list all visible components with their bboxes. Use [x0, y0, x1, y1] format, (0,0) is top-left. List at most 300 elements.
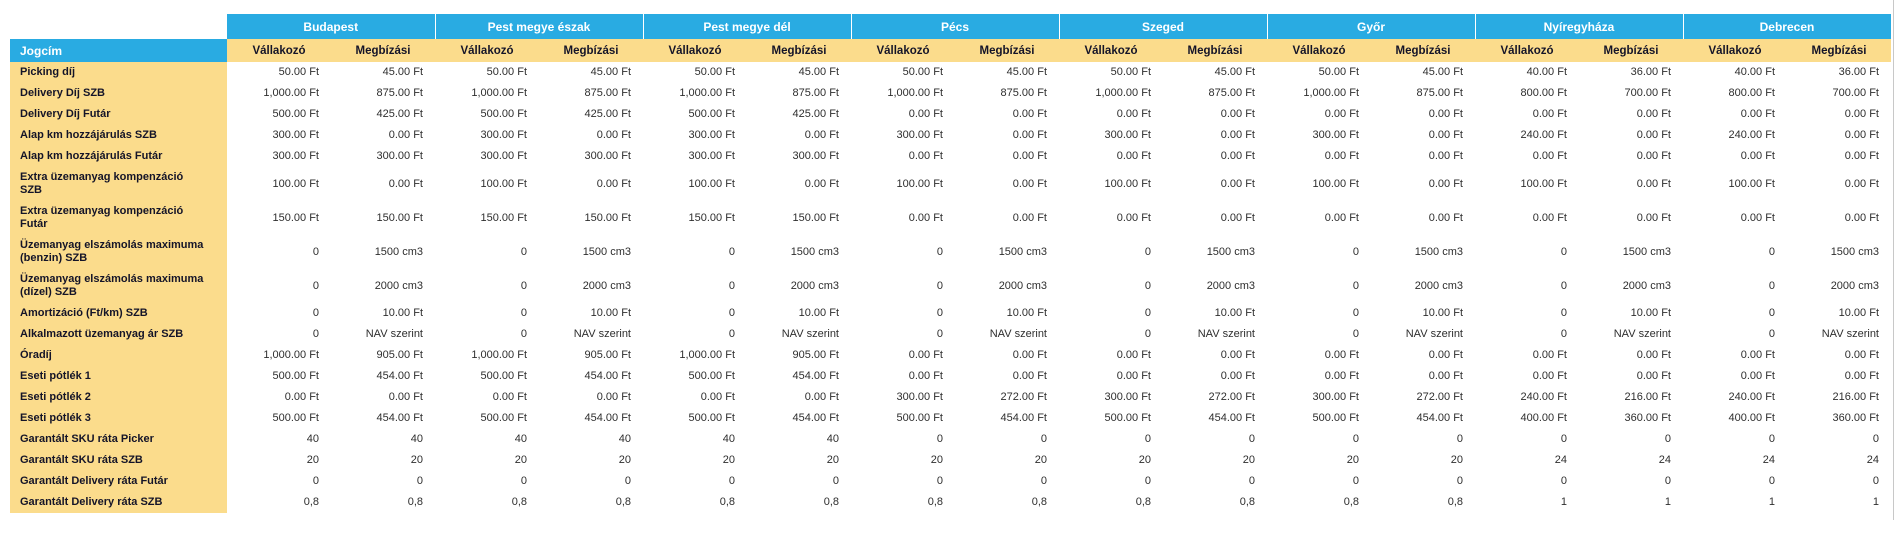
data-cell[interactable]: 0,8	[851, 492, 955, 513]
data-cell[interactable]: 300.00 Ft	[539, 146, 643, 167]
data-cell[interactable]: 0.00 Ft	[435, 387, 539, 408]
data-cell[interactable]: 0	[1475, 429, 1579, 450]
subheader-cell[interactable]: Megbízási	[1163, 39, 1267, 62]
data-cell[interactable]: 500.00 Ft	[227, 104, 331, 125]
data-cell[interactable]: 0.00 Ft	[331, 387, 435, 408]
data-cell[interactable]: 0.00 Ft	[1579, 146, 1683, 167]
data-cell[interactable]: 150.00 Ft	[747, 201, 851, 235]
data-cell[interactable]: 425.00 Ft	[539, 104, 643, 125]
city-header-cell[interactable]: Szeged	[1059, 14, 1267, 39]
data-cell[interactable]: 216.00 Ft	[1787, 387, 1891, 408]
data-cell[interactable]: 500.00 Ft	[643, 408, 747, 429]
data-cell[interactable]: 800.00 Ft	[1475, 83, 1579, 104]
data-cell[interactable]: 0.00 Ft	[1163, 167, 1267, 201]
subheader-cell[interactable]: Megbízási	[331, 39, 435, 62]
data-cell[interactable]: 0	[1683, 429, 1787, 450]
data-cell[interactable]: 0.00 Ft	[539, 387, 643, 408]
data-cell[interactable]: 0.00 Ft	[1371, 366, 1475, 387]
data-cell[interactable]: NAV szerint	[331, 324, 435, 345]
data-cell[interactable]: 0	[1683, 471, 1787, 492]
data-cell[interactable]: 0	[1475, 324, 1579, 345]
data-cell[interactable]: 0	[435, 324, 539, 345]
data-cell[interactable]: 10.00 Ft	[1579, 303, 1683, 324]
data-cell[interactable]: 0.00 Ft	[747, 167, 851, 201]
data-cell[interactable]: 0.00 Ft	[851, 201, 955, 235]
data-cell[interactable]: 20	[1059, 450, 1163, 471]
data-cell[interactable]: 36.00 Ft	[1579, 62, 1683, 83]
data-cell[interactable]: 1,000.00 Ft	[851, 83, 955, 104]
data-cell[interactable]: 2000 cm3	[1579, 269, 1683, 303]
subheader-cell[interactable]: Megbízási	[539, 39, 643, 62]
data-cell[interactable]: 0	[227, 324, 331, 345]
data-cell[interactable]: 0,8	[331, 492, 435, 513]
data-cell[interactable]: 700.00 Ft	[1787, 83, 1891, 104]
data-cell[interactable]: 400.00 Ft	[1683, 408, 1787, 429]
data-cell[interactable]: 905.00 Ft	[539, 345, 643, 366]
data-cell[interactable]: 0	[1267, 269, 1371, 303]
data-cell[interactable]: 0.00 Ft	[1059, 201, 1163, 235]
data-cell[interactable]: NAV szerint	[1579, 324, 1683, 345]
subheader-cell[interactable]: Vállakozó	[1267, 39, 1371, 62]
data-cell[interactable]: 150.00 Ft	[643, 201, 747, 235]
data-cell[interactable]: 40	[643, 429, 747, 450]
data-cell[interactable]: 45.00 Ft	[1163, 62, 1267, 83]
data-cell[interactable]: 10.00 Ft	[747, 303, 851, 324]
data-cell[interactable]: 20	[331, 450, 435, 471]
data-cell[interactable]: 454.00 Ft	[1163, 408, 1267, 429]
data-cell[interactable]: 0.00 Ft	[1475, 201, 1579, 235]
data-cell[interactable]: 0.00 Ft	[1371, 201, 1475, 235]
data-cell[interactable]: 1500 cm3	[539, 235, 643, 269]
jogcim-header-cell[interactable]: Jogcím	[10, 39, 227, 62]
data-cell[interactable]: 0.00 Ft	[1787, 104, 1891, 125]
data-cell[interactable]: 240.00 Ft	[1475, 387, 1579, 408]
data-cell[interactable]: 0.00 Ft	[1371, 104, 1475, 125]
data-cell[interactable]: 0,8	[435, 492, 539, 513]
row-label-cell[interactable]: Üzemanyag elszámolás maximuma (benzin) SZB	[10, 235, 227, 269]
data-cell[interactable]: 40.00 Ft	[1475, 62, 1579, 83]
data-cell[interactable]: 454.00 Ft	[747, 408, 851, 429]
data-cell[interactable]: 1500 cm3	[955, 235, 1059, 269]
data-cell[interactable]: 300.00 Ft	[1059, 125, 1163, 146]
data-cell[interactable]: 0	[1059, 471, 1163, 492]
data-cell[interactable]: 0.00 Ft	[1163, 345, 1267, 366]
subheader-cell[interactable]: Vállakozó	[1683, 39, 1787, 62]
data-cell[interactable]: 425.00 Ft	[747, 104, 851, 125]
data-cell[interactable]: 0.00 Ft	[1163, 201, 1267, 235]
row-label-cell[interactable]: Alap km hozzájárulás SZB	[10, 125, 227, 146]
row-label-cell[interactable]: Garantált SKU ráta SZB	[10, 450, 227, 471]
data-cell[interactable]: 100.00 Ft	[1475, 167, 1579, 201]
data-cell[interactable]: 1,000.00 Ft	[435, 345, 539, 366]
data-cell[interactable]: 240.00 Ft	[1475, 125, 1579, 146]
data-cell[interactable]: 10.00 Ft	[1787, 303, 1891, 324]
data-cell[interactable]: 45.00 Ft	[955, 62, 1059, 83]
data-cell[interactable]: 300.00 Ft	[643, 146, 747, 167]
data-cell[interactable]: 0	[227, 269, 331, 303]
data-cell[interactable]: 1500 cm3	[1787, 235, 1891, 269]
data-cell[interactable]: 0.00 Ft	[1579, 167, 1683, 201]
row-label-cell[interactable]: Alap km hozzájárulás Futár	[10, 146, 227, 167]
data-cell[interactable]: 0	[1579, 429, 1683, 450]
data-cell[interactable]: 0	[1267, 429, 1371, 450]
data-cell[interactable]: 100.00 Ft	[1267, 167, 1371, 201]
data-cell[interactable]: 0	[851, 429, 955, 450]
data-cell[interactable]: 0.00 Ft	[1059, 104, 1163, 125]
data-cell[interactable]: 0.00 Ft	[1371, 146, 1475, 167]
data-cell[interactable]: 0.00 Ft	[1267, 146, 1371, 167]
data-cell[interactable]: 20	[539, 450, 643, 471]
city-header-cell[interactable]: Budapest	[227, 14, 435, 39]
data-cell[interactable]: 0,8	[955, 492, 1059, 513]
data-cell[interactable]: NAV szerint	[1163, 324, 1267, 345]
data-cell[interactable]: 0.00 Ft	[1267, 345, 1371, 366]
data-cell[interactable]: 500.00 Ft	[851, 408, 955, 429]
data-cell[interactable]: 0	[747, 471, 851, 492]
data-cell[interactable]: 45.00 Ft	[747, 62, 851, 83]
data-cell[interactable]: 1	[1475, 492, 1579, 513]
data-cell[interactable]: 0	[851, 471, 955, 492]
city-header-cell[interactable]: Debrecen	[1683, 14, 1891, 39]
data-cell[interactable]: 1,000.00 Ft	[1267, 83, 1371, 104]
data-cell[interactable]: 0.00 Ft	[1059, 345, 1163, 366]
data-cell[interactable]: 150.00 Ft	[539, 201, 643, 235]
data-cell[interactable]: 300.00 Ft	[851, 125, 955, 146]
data-cell[interactable]: 0	[435, 303, 539, 324]
data-cell[interactable]: 300.00 Ft	[331, 146, 435, 167]
data-cell[interactable]: 0	[1059, 429, 1163, 450]
data-cell[interactable]: 0	[1267, 324, 1371, 345]
data-cell[interactable]: 0.00 Ft	[851, 345, 955, 366]
data-cell[interactable]: 0.00 Ft	[1163, 125, 1267, 146]
data-cell[interactable]: 300.00 Ft	[1267, 125, 1371, 146]
data-cell[interactable]: 40.00 Ft	[1683, 62, 1787, 83]
subheader-cell[interactable]: Vállakozó	[643, 39, 747, 62]
data-cell[interactable]: 0,8	[643, 492, 747, 513]
data-cell[interactable]: 50.00 Ft	[643, 62, 747, 83]
data-cell[interactable]: 2000 cm3	[1371, 269, 1475, 303]
data-cell[interactable]: 875.00 Ft	[331, 83, 435, 104]
data-cell[interactable]: 0.00 Ft	[1683, 104, 1787, 125]
data-cell[interactable]: 0.00 Ft	[955, 146, 1059, 167]
row-label-cell[interactable]: Delivery Díj SZB	[10, 83, 227, 104]
data-cell[interactable]: 0	[1579, 471, 1683, 492]
data-cell[interactable]: NAV szerint	[1371, 324, 1475, 345]
data-cell[interactable]: 0.00 Ft	[1371, 167, 1475, 201]
data-cell[interactable]: 0.00 Ft	[1579, 104, 1683, 125]
data-cell[interactable]: 20	[747, 450, 851, 471]
data-cell[interactable]: 45.00 Ft	[331, 62, 435, 83]
data-cell[interactable]: NAV szerint	[747, 324, 851, 345]
data-cell[interactable]: 875.00 Ft	[539, 83, 643, 104]
subheader-cell[interactable]: Megbízási	[1787, 39, 1891, 62]
data-cell[interactable]: 0	[539, 471, 643, 492]
subheader-cell[interactable]: Vállakozó	[435, 39, 539, 62]
subheader-cell[interactable]: Vállakozó	[851, 39, 955, 62]
data-cell[interactable]: 0	[851, 235, 955, 269]
data-cell[interactable]: 20	[1163, 450, 1267, 471]
data-cell[interactable]: 454.00 Ft	[1371, 408, 1475, 429]
data-cell[interactable]: 36.00 Ft	[1787, 62, 1891, 83]
data-cell[interactable]: 1,000.00 Ft	[643, 345, 747, 366]
data-cell[interactable]: 454.00 Ft	[747, 366, 851, 387]
data-cell[interactable]: 2000 cm3	[955, 269, 1059, 303]
data-cell[interactable]: 0.00 Ft	[955, 167, 1059, 201]
subheader-cell[interactable]: Megbízási	[955, 39, 1059, 62]
data-cell[interactable]: 500.00 Ft	[435, 366, 539, 387]
data-cell[interactable]: 0.00 Ft	[1267, 104, 1371, 125]
data-cell[interactable]: 0	[643, 235, 747, 269]
data-cell[interactable]: 0,8	[227, 492, 331, 513]
data-cell[interactable]: 454.00 Ft	[955, 408, 1059, 429]
row-label-cell[interactable]: Alkalmazott üzemanyag ár SZB	[10, 324, 227, 345]
data-cell[interactable]: 1500 cm3	[331, 235, 435, 269]
data-cell[interactable]: 0.00 Ft	[539, 167, 643, 201]
subheader-cell[interactable]: Vállakozó	[1475, 39, 1579, 62]
data-cell[interactable]: 0.00 Ft	[747, 125, 851, 146]
row-label-cell[interactable]: Picking díj	[10, 62, 227, 83]
data-cell[interactable]: 20	[435, 450, 539, 471]
data-cell[interactable]: 100.00 Ft	[1683, 167, 1787, 201]
data-cell[interactable]: 272.00 Ft	[955, 387, 1059, 408]
data-cell[interactable]: 20	[851, 450, 955, 471]
subheader-cell[interactable]: Vállakozó	[227, 39, 331, 62]
data-cell[interactable]: 0.00 Ft	[1163, 366, 1267, 387]
data-cell[interactable]: 100.00 Ft	[435, 167, 539, 201]
data-cell[interactable]: 272.00 Ft	[1163, 387, 1267, 408]
data-cell[interactable]: 20	[955, 450, 1059, 471]
data-cell[interactable]: 0	[1371, 471, 1475, 492]
data-cell[interactable]: 1,000.00 Ft	[1059, 83, 1163, 104]
data-cell[interactable]: 875.00 Ft	[1163, 83, 1267, 104]
data-cell[interactable]: 300.00 Ft	[851, 387, 955, 408]
data-cell[interactable]: 24	[1787, 450, 1891, 471]
data-cell[interactable]: 500.00 Ft	[1059, 408, 1163, 429]
data-cell[interactable]: 40	[227, 429, 331, 450]
data-cell[interactable]: 0	[1475, 235, 1579, 269]
data-cell[interactable]: 216.00 Ft	[1579, 387, 1683, 408]
data-cell[interactable]: 2000 cm3	[331, 269, 435, 303]
data-cell[interactable]: 0	[643, 471, 747, 492]
data-cell[interactable]: 10.00 Ft	[955, 303, 1059, 324]
data-cell[interactable]: 20	[643, 450, 747, 471]
data-cell[interactable]: 45.00 Ft	[1371, 62, 1475, 83]
data-cell[interactable]: 0.00 Ft	[955, 366, 1059, 387]
city-header-cell[interactable]: Győr	[1267, 14, 1475, 39]
row-label-cell[interactable]: Delivery Díj Futár	[10, 104, 227, 125]
city-header-cell[interactable]: Pest megye észak	[435, 14, 643, 39]
data-cell[interactable]: 150.00 Ft	[435, 201, 539, 235]
data-cell[interactable]: 50.00 Ft	[227, 62, 331, 83]
row-label-cell[interactable]: Garantált SKU ráta Picker	[10, 429, 227, 450]
data-cell[interactable]: 0.00 Ft	[1683, 201, 1787, 235]
data-cell[interactable]: 0.00 Ft	[1787, 201, 1891, 235]
row-label-cell[interactable]: Eseti pótlék 1	[10, 366, 227, 387]
data-cell[interactable]: 0,8	[1059, 492, 1163, 513]
data-cell[interactable]: 875.00 Ft	[955, 83, 1059, 104]
data-cell[interactable]: 0.00 Ft	[851, 366, 955, 387]
data-cell[interactable]: 400.00 Ft	[1475, 408, 1579, 429]
data-cell[interactable]: 0.00 Ft	[331, 125, 435, 146]
data-cell[interactable]: 1500 cm3	[747, 235, 851, 269]
row-label-cell[interactable]: Garantált Delivery ráta Futár	[10, 471, 227, 492]
data-cell[interactable]: NAV szerint	[1787, 324, 1891, 345]
row-label-cell[interactable]: Extra üzemanyag kompenzáció SZB	[10, 167, 227, 201]
data-cell[interactable]: 0	[1163, 471, 1267, 492]
data-cell[interactable]: 2000 cm3	[1787, 269, 1891, 303]
data-cell[interactable]: 10.00 Ft	[331, 303, 435, 324]
data-cell[interactable]: 0,8	[1163, 492, 1267, 513]
data-cell[interactable]: 0	[435, 235, 539, 269]
data-cell[interactable]: 0	[1683, 303, 1787, 324]
data-cell[interactable]: 500.00 Ft	[435, 104, 539, 125]
data-cell[interactable]: NAV szerint	[955, 324, 1059, 345]
data-cell[interactable]: 0,8	[1371, 492, 1475, 513]
data-cell[interactable]: 500.00 Ft	[435, 408, 539, 429]
data-cell[interactable]: 0	[435, 269, 539, 303]
data-cell[interactable]: 0.00 Ft	[955, 345, 1059, 366]
data-cell[interactable]: 100.00 Ft	[851, 167, 955, 201]
data-cell[interactable]: 300.00 Ft	[227, 146, 331, 167]
data-cell[interactable]: 0.00 Ft	[1787, 146, 1891, 167]
data-cell[interactable]: NAV szerint	[539, 324, 643, 345]
data-cell[interactable]: 40	[539, 429, 643, 450]
data-cell[interactable]: 50.00 Ft	[435, 62, 539, 83]
data-cell[interactable]: 0	[227, 235, 331, 269]
data-cell[interactable]: 0	[1163, 429, 1267, 450]
data-cell[interactable]: 0.00 Ft	[1371, 345, 1475, 366]
subheader-cell[interactable]: Vállakozó	[1059, 39, 1163, 62]
data-cell[interactable]: 2000 cm3	[1163, 269, 1267, 303]
city-header-cell[interactable]: Nyíregyháza	[1475, 14, 1683, 39]
subheader-cell[interactable]: Megbízási	[747, 39, 851, 62]
data-cell[interactable]: 1	[1579, 492, 1683, 513]
data-cell[interactable]: 0.00 Ft	[1787, 366, 1891, 387]
data-cell[interactable]: 0.00 Ft	[955, 104, 1059, 125]
data-cell[interactable]: 50.00 Ft	[1267, 62, 1371, 83]
data-cell[interactable]: 0	[331, 471, 435, 492]
data-cell[interactable]: 0	[643, 269, 747, 303]
data-cell[interactable]: 500.00 Ft	[227, 408, 331, 429]
data-cell[interactable]: 0	[227, 303, 331, 324]
data-cell[interactable]: 272.00 Ft	[1371, 387, 1475, 408]
data-cell[interactable]: 500.00 Ft	[643, 366, 747, 387]
data-cell[interactable]: 0.00 Ft	[1475, 104, 1579, 125]
data-cell[interactable]: 24	[1475, 450, 1579, 471]
data-cell[interactable]: 150.00 Ft	[227, 201, 331, 235]
data-cell[interactable]: 300.00 Ft	[435, 125, 539, 146]
data-cell[interactable]: 454.00 Ft	[331, 366, 435, 387]
data-cell[interactable]: 24	[1683, 450, 1787, 471]
data-cell[interactable]: 0.00 Ft	[955, 201, 1059, 235]
data-cell[interactable]: 0	[1059, 324, 1163, 345]
data-cell[interactable]: 0.00 Ft	[643, 387, 747, 408]
data-cell[interactable]: 300.00 Ft	[1267, 387, 1371, 408]
data-cell[interactable]: 0	[1059, 303, 1163, 324]
data-cell[interactable]: 0	[643, 324, 747, 345]
data-cell[interactable]: 50.00 Ft	[1059, 62, 1163, 83]
data-cell[interactable]: 300.00 Ft	[1059, 387, 1163, 408]
data-cell[interactable]: 0	[1475, 471, 1579, 492]
data-cell[interactable]: 10.00 Ft	[539, 303, 643, 324]
data-cell[interactable]: 300.00 Ft	[227, 125, 331, 146]
data-cell[interactable]: 425.00 Ft	[331, 104, 435, 125]
row-label-cell[interactable]: Üzemanyag elszámolás maximuma (dízel) SZB	[10, 269, 227, 303]
data-cell[interactable]: 40	[435, 429, 539, 450]
row-label-cell[interactable]: Amortizáció (Ft/km) SZB	[10, 303, 227, 324]
data-cell[interactable]: 300.00 Ft	[643, 125, 747, 146]
data-cell[interactable]: 300.00 Ft	[747, 146, 851, 167]
data-cell[interactable]: 0,8	[747, 492, 851, 513]
data-cell[interactable]: 50.00 Ft	[851, 62, 955, 83]
data-cell[interactable]: 1,000.00 Ft	[435, 83, 539, 104]
data-cell[interactable]: 0.00 Ft	[1683, 146, 1787, 167]
data-cell[interactable]: 0.00 Ft	[1059, 366, 1163, 387]
data-cell[interactable]: 0	[1787, 471, 1891, 492]
city-header-cell[interactable]: Pest megye dél	[643, 14, 851, 39]
subheader-cell[interactable]: Megbízási	[1371, 39, 1475, 62]
data-cell[interactable]: 1500 cm3	[1579, 235, 1683, 269]
data-cell[interactable]: 0	[435, 471, 539, 492]
subheader-cell[interactable]: Megbízási	[1579, 39, 1683, 62]
data-cell[interactable]: 0.00 Ft	[1683, 366, 1787, 387]
data-cell[interactable]: 240.00 Ft	[1683, 125, 1787, 146]
data-cell[interactable]: 0.00 Ft	[1683, 345, 1787, 366]
data-cell[interactable]: 0	[1059, 269, 1163, 303]
data-cell[interactable]: 0	[1267, 235, 1371, 269]
data-cell[interactable]: 500.00 Ft	[1267, 408, 1371, 429]
data-cell[interactable]: 20	[1371, 450, 1475, 471]
data-cell[interactable]: 1	[1787, 492, 1891, 513]
data-cell[interactable]: 0	[1683, 235, 1787, 269]
data-cell[interactable]: 20	[1267, 450, 1371, 471]
data-cell[interactable]: 0.00 Ft	[1475, 345, 1579, 366]
data-cell[interactable]: 150.00 Ft	[331, 201, 435, 235]
data-cell[interactable]: 0	[955, 471, 1059, 492]
data-cell[interactable]: 0	[1267, 303, 1371, 324]
data-cell[interactable]: 300.00 Ft	[435, 146, 539, 167]
row-label-cell[interactable]: Eseti pótlék 2	[10, 387, 227, 408]
data-cell[interactable]: 360.00 Ft	[1787, 408, 1891, 429]
data-cell[interactable]: 0	[1787, 429, 1891, 450]
data-cell[interactable]: 24	[1579, 450, 1683, 471]
data-cell[interactable]: 45.00 Ft	[539, 62, 643, 83]
data-cell[interactable]: 454.00 Ft	[539, 408, 643, 429]
data-cell[interactable]: 1,000.00 Ft	[227, 83, 331, 104]
data-cell[interactable]: 0.00 Ft	[227, 387, 331, 408]
data-cell[interactable]: 0	[1059, 235, 1163, 269]
data-cell[interactable]: 1,000.00 Ft	[227, 345, 331, 366]
data-cell[interactable]: 875.00 Ft	[747, 83, 851, 104]
data-cell[interactable]: 0.00 Ft	[851, 104, 955, 125]
data-cell[interactable]: 240.00 Ft	[1683, 387, 1787, 408]
data-cell[interactable]: 0	[955, 429, 1059, 450]
data-cell[interactable]: 905.00 Ft	[747, 345, 851, 366]
data-cell[interactable]: 875.00 Ft	[1371, 83, 1475, 104]
data-cell[interactable]: 0.00 Ft	[1787, 167, 1891, 201]
data-cell[interactable]: 0.00 Ft	[1267, 366, 1371, 387]
data-cell[interactable]: 0.00 Ft	[331, 167, 435, 201]
data-cell[interactable]: 0	[1267, 471, 1371, 492]
data-cell[interactable]: 0.00 Ft	[1163, 146, 1267, 167]
data-cell[interactable]: 1	[1683, 492, 1787, 513]
data-cell[interactable]: 0	[1371, 429, 1475, 450]
data-cell[interactable]: 0.00 Ft	[1371, 125, 1475, 146]
row-label-cell[interactable]: Extra üzemanyag kompenzáció Futár	[10, 201, 227, 235]
data-cell[interactable]: 0.00 Ft	[1163, 104, 1267, 125]
data-cell[interactable]: 0	[1683, 324, 1787, 345]
data-cell[interactable]: 10.00 Ft	[1371, 303, 1475, 324]
